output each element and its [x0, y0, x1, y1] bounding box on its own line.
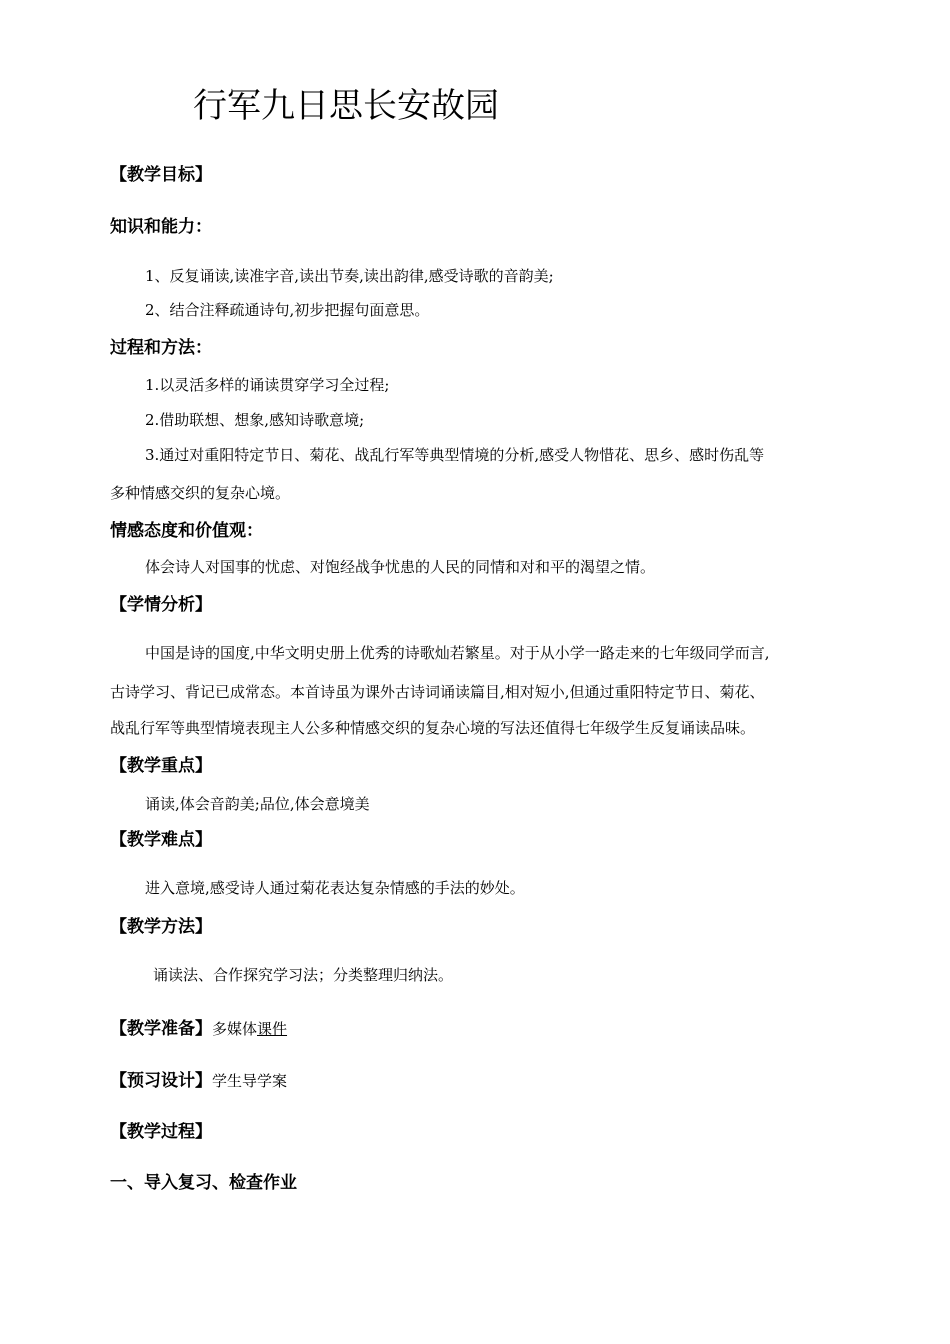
emotion-text: 体会诗人对国事的忧虑、对饱经战争忧患的人民的同情和对和平的渴望之情。	[145, 558, 656, 576]
process-item-continued: 多种情感交织的复杂心境。	[110, 484, 291, 502]
process-item: 2.借助联想、想象,感知诗歌意境;	[145, 411, 365, 429]
analysis-line: 战乱行军等典型情境表现主人公多种情感交织的复杂心境的写法还值得七年级学生反复诵读品味。	[110, 719, 756, 737]
analysis-line: 古诗学习、背记已成常态。本首诗虽为课外古诗词诵读篇目,相对短小,但通过重阳特定节日、菊花、	[110, 683, 765, 701]
preview-heading: 【预习设计】	[110, 1071, 212, 1091]
objectives-heading: 【教学目标】	[110, 165, 212, 185]
method-text: 诵读法、合作探究学习法；分类整理归纳法。	[153, 966, 454, 984]
difficulty-text: 进入意境,感受诗人通过菊花表达复杂情感的手法的妙处。	[145, 879, 525, 897]
key-points-heading: 【教学重点】	[110, 756, 212, 776]
procedure-heading: 【教学过程】	[110, 1122, 212, 1142]
knowledge-item: 2、结合注释疏通诗句,初步把握句面意思。	[145, 301, 430, 319]
preview-row	[110, 1066, 287, 1091]
preparation-text: 多媒体	[212, 1020, 258, 1038]
knowledge-heading: 知识和能力：	[110, 217, 212, 237]
process-item: 1.以灵活多样的诵读贯穿学习全过程;	[145, 376, 390, 394]
preview-text: 学生导学案	[212, 1072, 288, 1090]
courseware-link[interactable]: 课件	[257, 1020, 288, 1038]
analysis-heading: 【学情分析】	[110, 595, 212, 615]
difficulty-heading: 【教学难点】	[110, 830, 212, 850]
step-one-heading: 一、导入复习、检查作业	[110, 1173, 297, 1193]
preparation-heading: 【教学准备】	[110, 1019, 212, 1039]
key-points-text: 诵读,体会音韵美;品位,体会意境美	[145, 795, 370, 813]
preparation-row	[110, 1014, 287, 1039]
method-heading: 【教学方法】	[110, 917, 212, 937]
document-title: 行军九日思长安故园	[193, 86, 499, 126]
knowledge-item: 1、反复诵读,读准字音,读出节奏,读出韵律,感受诗歌的音韵美;	[145, 267, 554, 285]
process-heading: 过程和方法：	[110, 338, 212, 358]
emotion-heading: 情感态度和价值观：	[110, 521, 263, 541]
analysis-line: 中国是诗的国度,中华文明史册上优秀的诗歌灿若繁星。对于从小学一路走来的七年级同学而言,	[145, 644, 770, 662]
process-item: 3.通过对重阳特定节日、菊花、战乱行军等典型情境的分析,感受人物惜花、思乡、感时伤乱等	[145, 446, 765, 464]
